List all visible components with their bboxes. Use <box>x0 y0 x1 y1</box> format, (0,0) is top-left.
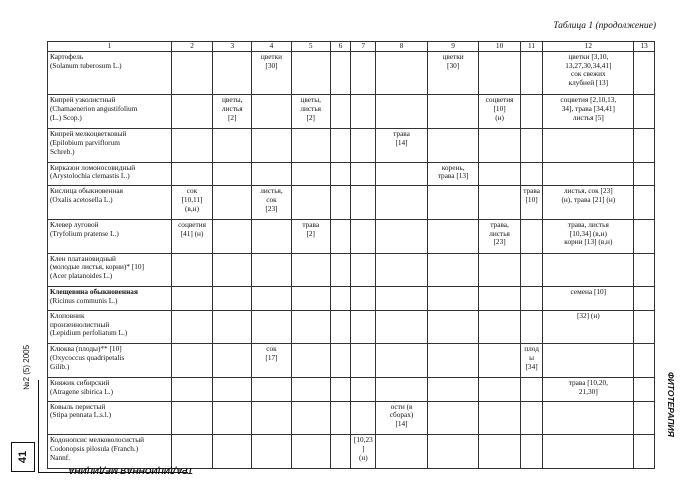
data-cell <box>376 186 428 220</box>
data-cell <box>351 95 376 129</box>
data-cell <box>479 344 520 378</box>
data-cell <box>213 344 252 378</box>
data-cell <box>376 287 428 311</box>
data-cell <box>543 344 634 378</box>
data-cell <box>330 435 351 469</box>
column-header: 6 <box>330 42 351 52</box>
data-cell <box>291 51 330 95</box>
data-cell <box>291 435 330 469</box>
data-cell <box>351 378 376 402</box>
data-cell: цветки [30] <box>252 51 291 95</box>
data-cell <box>376 95 428 129</box>
table-caption: Таблица 1 (продолжение) <box>553 21 656 31</box>
header-row <box>48 42 655 52</box>
data-cell: цветы, листья [2] <box>291 95 330 129</box>
plant-name-cell <box>48 435 172 469</box>
column-header: 4 <box>252 42 291 52</box>
column-header: 9 <box>427 42 479 52</box>
data-cell <box>351 253 376 287</box>
data-cell <box>634 162 655 186</box>
data-cell <box>291 129 330 163</box>
plant-name-cell <box>48 51 172 95</box>
margin-rule <box>38 380 39 472</box>
data-cell <box>479 186 520 220</box>
data-cell <box>634 253 655 287</box>
plant-name: Кипрей мелкоцветковый (Epilobium parviflorum Schreb.) <box>50 129 127 156</box>
plant-name-cell <box>48 129 172 163</box>
data-cell: соцветия [2,10,13, 34], трава [34,41] листья [5] <box>543 95 634 129</box>
plant-name-cell <box>48 401 172 435</box>
data-cell <box>213 401 252 435</box>
table-row <box>48 401 655 435</box>
data-cell <box>330 186 351 220</box>
plant-name: Клен платановидный (молодые листья, корни)* [10] (Acer platanoides L.) <box>50 253 145 281</box>
plant-name: Кодонопсис мелковолосистый Codonopsis pilosula (Franch.) Nannf. <box>50 435 145 462</box>
data-cell <box>376 310 428 344</box>
column-header: 8 <box>376 42 428 52</box>
table-row <box>48 253 655 287</box>
data-cell <box>634 129 655 163</box>
plant-name: Кислица обыкновенная (Oxalis acetosella L.) <box>50 186 123 205</box>
data-cell: соцветия [41] (н) <box>171 219 212 253</box>
plant-name: Клевер луговой (Tryfolium pratense L.) <box>50 219 119 238</box>
data-table <box>47 41 655 469</box>
data-cell <box>520 435 543 469</box>
data-cell <box>376 219 428 253</box>
data-cell <box>634 378 655 402</box>
data-cell <box>543 401 634 435</box>
plant-name: Клоповник пронзеннолистный (Lepidium perfoliatum L.) <box>50 310 128 338</box>
data-cell <box>479 378 520 402</box>
data-cell <box>171 401 212 435</box>
table-row <box>48 310 655 344</box>
data-cell <box>171 344 212 378</box>
data-cell <box>479 162 520 186</box>
data-cell <box>252 435 291 469</box>
plant-name: Ковыль перистый (Stipa pennata L.s.l.) <box>50 401 111 420</box>
data-cell: семена [10] <box>543 287 634 311</box>
data-cell <box>427 287 479 311</box>
plant-name: Княжик сибирский (Atragene sibirica L.) <box>50 378 114 396</box>
plant-name: Кирказон ломоносовидный (Arystolochia clemastis L.) <box>50 162 136 181</box>
data-cell <box>171 51 212 95</box>
table-row <box>48 186 655 220</box>
data-cell <box>213 378 252 402</box>
journal-title: ТРАДИЦИОННАЯ МЕДИЦИНА <box>68 466 193 476</box>
data-cell: ости (в сборах) [14] <box>376 401 428 435</box>
data-cell <box>543 129 634 163</box>
data-cell <box>479 435 520 469</box>
data-cell <box>171 162 212 186</box>
plant-name: Кипрей узколистный (Chamaenerion angustifolium (L.) Scop.) <box>50 95 138 122</box>
data-cell <box>634 287 655 311</box>
column-header: 2 <box>171 42 212 52</box>
data-cell <box>634 344 655 378</box>
data-cell <box>634 51 655 95</box>
data-cell: трава [10,20, 21,30] <box>543 378 634 402</box>
data-cell: трава [14] <box>376 129 428 163</box>
data-cell <box>171 378 212 402</box>
table-row <box>48 162 655 186</box>
table-row <box>48 219 655 253</box>
data-cell <box>351 287 376 311</box>
data-cell <box>252 287 291 311</box>
column-header: 10 <box>479 42 520 52</box>
data-cell <box>351 186 376 220</box>
data-cell <box>330 287 351 311</box>
data-cell: цветки [3,10, 13,27,30,34,41] сок свежих клубней [13] <box>543 51 634 95</box>
table-row <box>48 344 655 378</box>
data-cell <box>520 219 543 253</box>
data-cell <box>171 253 212 287</box>
data-cell <box>291 310 330 344</box>
data-cell: корень, трава [13] <box>427 162 479 186</box>
data-cell <box>351 162 376 186</box>
table-row <box>48 51 655 95</box>
data-cell <box>634 186 655 220</box>
data-cell <box>330 344 351 378</box>
data-cell <box>520 253 543 287</box>
data-cell <box>427 253 479 287</box>
data-cell <box>520 162 543 186</box>
data-cell: [32] (н) <box>543 310 634 344</box>
data-cell: листья, сок [23] (н), трава [21] (н) <box>543 186 634 220</box>
data-cell <box>330 51 351 95</box>
data-cell <box>252 162 291 186</box>
data-cell <box>427 435 479 469</box>
data-cell <box>520 287 543 311</box>
column-header: 1 <box>48 42 172 52</box>
data-cell <box>634 310 655 344</box>
plant-name: Картофель (Solanum tuberosum L.) <box>50 51 122 70</box>
data-cell <box>213 162 252 186</box>
data-cell: трава, листья [10,34] (в,н) корни [13] (в,н) <box>543 219 634 253</box>
column-header: 7 <box>351 42 376 52</box>
data-cell <box>427 310 479 344</box>
data-cell <box>351 344 376 378</box>
plant-name-cell <box>48 344 172 378</box>
plant-name-bold: Клещевина обыкновенная <box>50 287 138 297</box>
issue-label: №2 (5) 2005 <box>22 344 31 390</box>
data-cell: листья, сок [23] <box>252 186 291 220</box>
data-cell <box>213 186 252 220</box>
data-cell <box>479 253 520 287</box>
data-cell <box>252 129 291 163</box>
data-cell: трава [10] <box>520 186 543 220</box>
data-cell <box>291 162 330 186</box>
page-number-box <box>11 442 35 472</box>
data-cell <box>330 253 351 287</box>
data-cell <box>351 401 376 435</box>
data-cell <box>427 95 479 129</box>
data-cell <box>427 219 479 253</box>
table-row <box>48 95 655 129</box>
data-cell <box>479 287 520 311</box>
data-cell <box>171 287 212 311</box>
table-row <box>48 129 655 163</box>
data-cell <box>252 95 291 129</box>
plant-latin-name: (Ricinus communis L.) <box>50 295 118 305</box>
plant-name-cell <box>48 310 172 344</box>
column-header: 12 <box>543 42 634 52</box>
data-cell <box>291 401 330 435</box>
data-cell <box>330 219 351 253</box>
data-cell <box>330 378 351 402</box>
plant-name-cell <box>48 378 172 402</box>
column-header: 13 <box>634 42 655 52</box>
data-cell <box>351 219 376 253</box>
plant-name: Клюква (плоды)** [10] (Oxycoccus quadripetalis Gilib.) <box>50 344 125 371</box>
data-cell <box>479 310 520 344</box>
data-cell <box>376 51 428 95</box>
data-cell <box>291 344 330 378</box>
data-cell: цветки [30] <box>427 51 479 95</box>
data-cell: соцветия [10] (н) <box>479 95 520 129</box>
data-cell: трава [2] <box>291 219 330 253</box>
data-cell <box>479 51 520 95</box>
plant-name-cell <box>48 253 172 287</box>
plant-name-cell <box>48 186 172 220</box>
data-cell <box>291 378 330 402</box>
data-cell: сок [10,11] (в,н) <box>171 186 212 220</box>
data-cell: сок [17] <box>252 344 291 378</box>
data-cell <box>427 378 479 402</box>
data-cell <box>252 310 291 344</box>
data-cell <box>427 129 479 163</box>
data-cell <box>351 310 376 344</box>
table-row <box>48 287 655 311</box>
data-cell <box>213 51 252 95</box>
data-cell <box>330 310 351 344</box>
data-cell <box>213 435 252 469</box>
data-cell <box>543 253 634 287</box>
data-cell <box>376 344 428 378</box>
plant-name-cell <box>48 95 172 129</box>
column-header: 11 <box>520 42 543 52</box>
data-cell <box>252 378 291 402</box>
data-cell <box>520 378 543 402</box>
data-cell <box>252 401 291 435</box>
table-row <box>48 435 655 469</box>
left-margin <box>0 0 47 480</box>
data-cell <box>171 310 212 344</box>
data-cell <box>634 401 655 435</box>
plant-name-cell <box>48 219 172 253</box>
data-cell <box>376 253 428 287</box>
data-cell <box>351 129 376 163</box>
data-cell <box>213 287 252 311</box>
data-cell <box>213 219 252 253</box>
data-cell <box>520 129 543 163</box>
data-cell: [10,23] (н) <box>351 435 376 469</box>
data-cell <box>291 287 330 311</box>
data-cell <box>171 435 212 469</box>
data-cell <box>427 344 479 378</box>
data-cell <box>376 378 428 402</box>
data-cell <box>543 435 634 469</box>
data-cell <box>520 310 543 344</box>
data-cell: плоды [34] <box>520 344 543 378</box>
data-cell <box>252 219 291 253</box>
data-cell <box>520 401 543 435</box>
data-cell <box>252 253 291 287</box>
data-cell <box>520 95 543 129</box>
data-cell: трава, листья [23] <box>479 219 520 253</box>
data-cell <box>291 253 330 287</box>
data-cell <box>543 162 634 186</box>
data-cell <box>427 186 479 220</box>
page-number: 41 <box>17 450 29 464</box>
data-cell <box>634 219 655 253</box>
data-cell <box>330 95 351 129</box>
data-cell <box>376 162 428 186</box>
table-row <box>48 378 655 402</box>
data-cell: цветы, листья [2] <box>213 95 252 129</box>
data-cell <box>634 95 655 129</box>
column-header: 3 <box>213 42 252 52</box>
column-header: 5 <box>291 42 330 52</box>
data-cell <box>330 129 351 163</box>
data-cell <box>330 162 351 186</box>
data-cell <box>291 186 330 220</box>
data-cell <box>427 401 479 435</box>
data-cell <box>520 51 543 95</box>
data-cell <box>213 253 252 287</box>
data-cell <box>376 435 428 469</box>
data-cell <box>634 435 655 469</box>
data-cell <box>171 129 212 163</box>
plant-name-cell <box>48 287 172 311</box>
data-cell <box>479 401 520 435</box>
data-cell <box>213 129 252 163</box>
data-cell <box>351 51 376 95</box>
data-cell <box>330 401 351 435</box>
section-title: ФИТОТЕРАПИЯ <box>666 372 676 437</box>
data-cell <box>479 129 520 163</box>
data-cell <box>171 95 212 129</box>
plant-name-cell <box>48 162 172 186</box>
data-cell <box>213 310 252 344</box>
